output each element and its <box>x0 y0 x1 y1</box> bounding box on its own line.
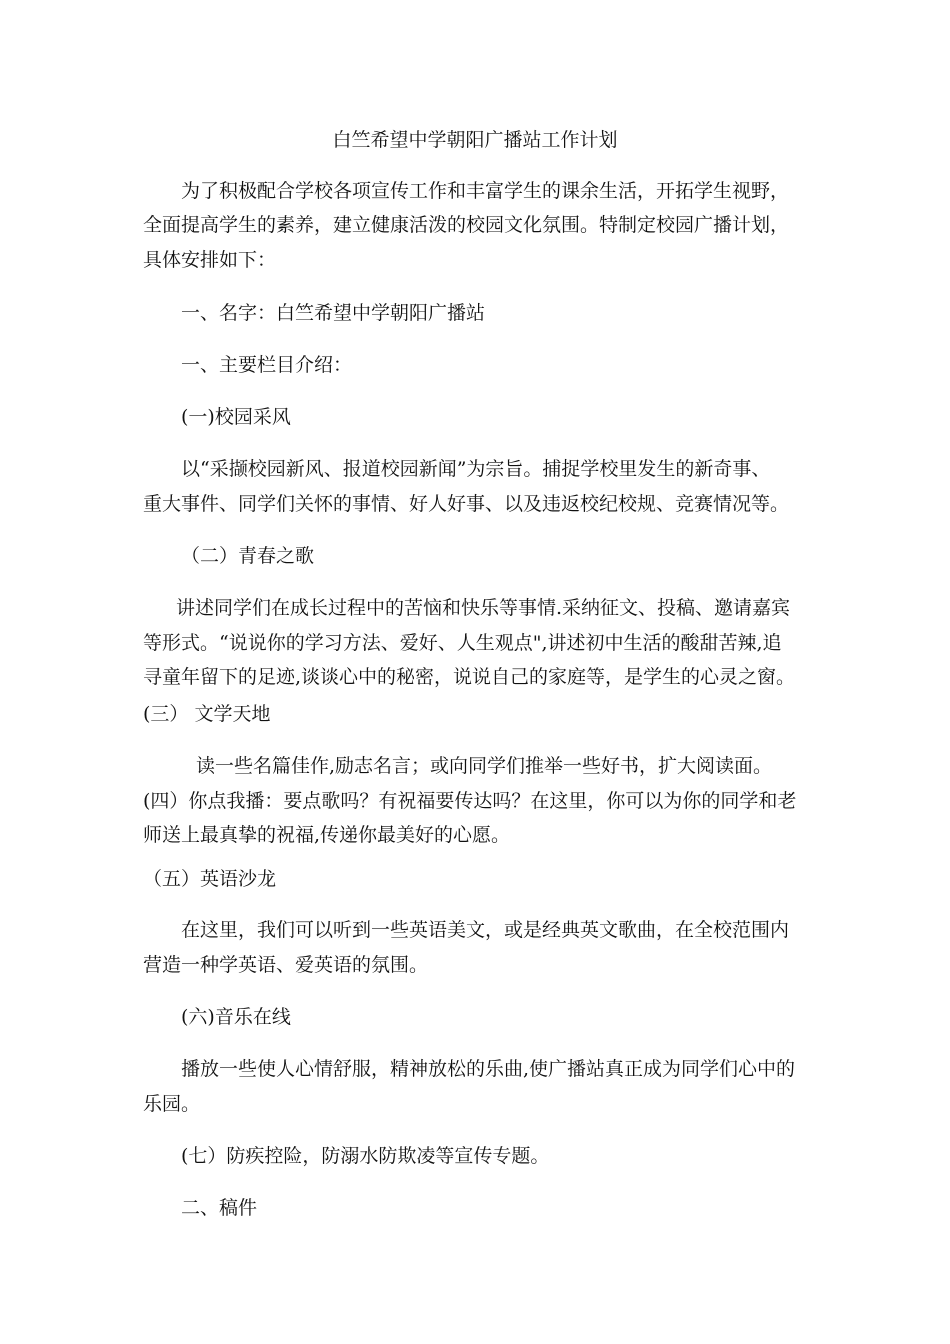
column-6-line-2: 乐园。 <box>143 1093 201 1115</box>
column-2-line-3: 寻童年留下的足迹,谈谈心中的秘密，说说自己的家庭等，是学生的心灵之窗。 <box>143 666 796 688</box>
section-name: 一、名字：白竺希望中学朝阳广播站 <box>181 302 486 324</box>
column-heading-1: (一)校园采风 <box>181 406 291 428</box>
intro-line-3: 具体安排如下： <box>143 249 277 271</box>
column-2-line-1: 讲述同学们在成长过程中的苦恼和快乐等事情.采纳征文、投稿、邀请嘉宾 <box>176 597 791 619</box>
column-heading-2: （二）青春之歌 <box>181 545 315 567</box>
column-1-line-2: 重大事件、同学们关怀的事情、好人好事、以及违返校纪校规、竞赛情况等。 <box>143 493 790 515</box>
column-heading-3: (三） 文学天地 <box>143 703 271 725</box>
column-heading-6: (六)音乐在线 <box>181 1006 291 1028</box>
column-2-line-2: 等形式。“说说你的学习方法、爱好、人生观点",讲述初中生活的酸甜苦辣,追 <box>143 632 782 654</box>
column-4-line-1: (四）你点我播：要点歌吗？有祝福要传达吗？在这里，你可以为你的同学和老 <box>143 790 797 812</box>
column-5-line-1: 在这里，我们可以听到一些英语美文，或是经典英文歌曲，在全校范围内 <box>181 919 790 941</box>
intro-line-2: 全面提高学生的素养，建立健康活泼的校园文化氛围。特制定校园广播计划， <box>143 214 790 236</box>
column-4-line-2: 师送上最真挚的祝福,传递你最美好的心愿。 <box>143 824 511 846</box>
column-heading-5: （五）英语沙龙 <box>143 868 277 890</box>
column-6-line-1: 播放一些使人心情舒服，精神放松的乐曲,使广播站真正成为同学们心中的 <box>181 1058 796 1080</box>
intro-line-1: 为了积极配合学校各项宣传工作和丰富学生的课余生活，开拓学生视野， <box>181 180 790 202</box>
column-heading-7: (七）防疾控险，防溺水防欺凌等宣传专题。 <box>181 1145 550 1167</box>
section-columns-heading: 一、主要栏目介绍： <box>181 354 353 376</box>
column-1-line-1: 以“采撷校园新风、报道校园新闻”为宗旨。捕捉学校里发生的新奇事、 <box>181 458 771 480</box>
column-5-line-2: 营造一种学英语、爱英语的氛围。 <box>143 954 429 976</box>
document-title: 白竺希望中学朝阳广播站工作计划 <box>332 129 618 151</box>
column-3-line-1: 读一些名篇佳作,励志名言；或向同学们推举一些好书，扩大阅读面。 <box>196 755 773 777</box>
section-manuscripts: 二、稿件 <box>181 1197 258 1219</box>
